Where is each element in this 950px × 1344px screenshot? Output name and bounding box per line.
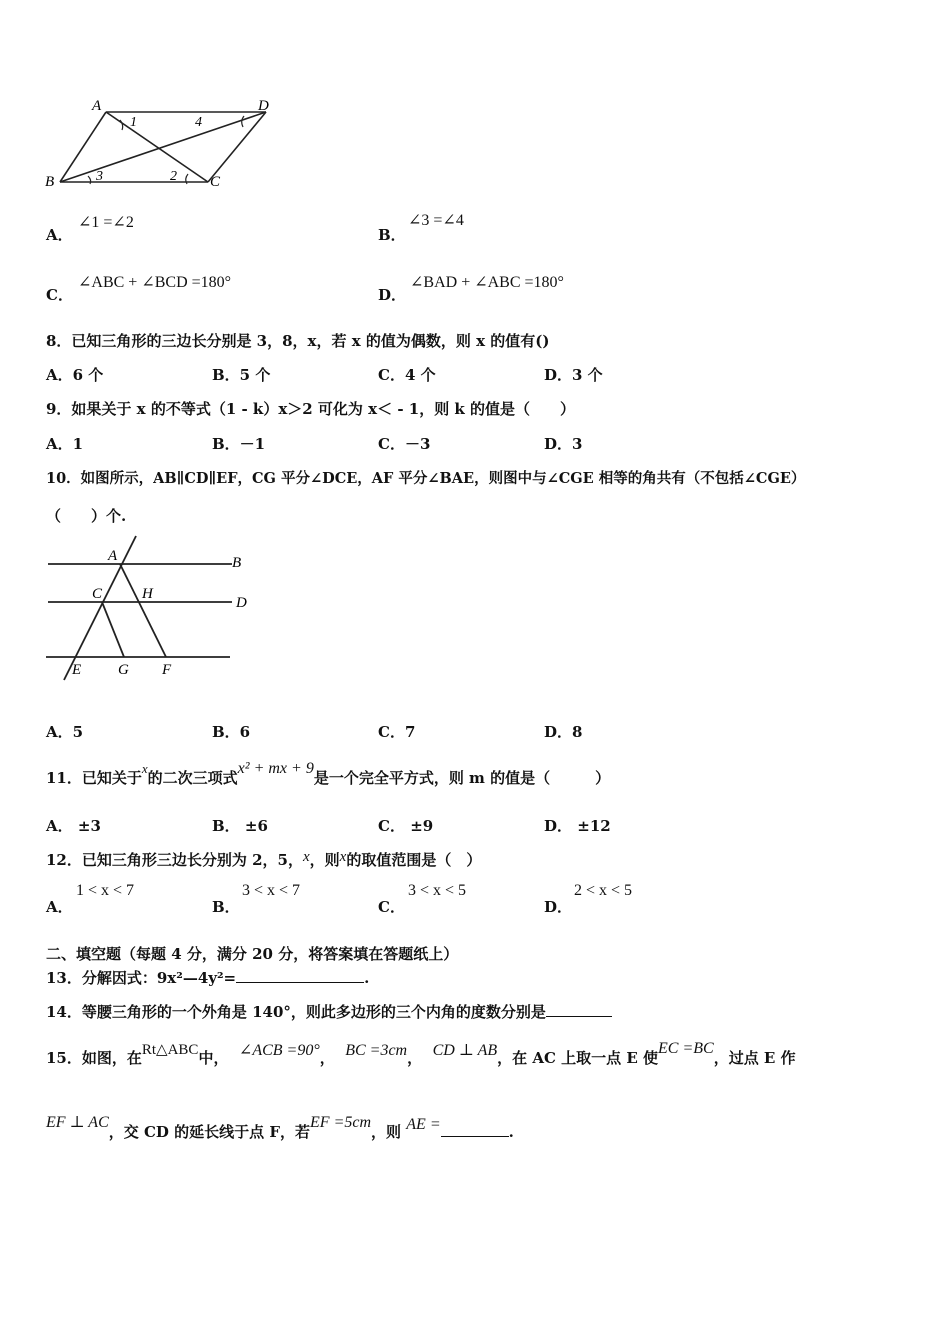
q9-option-c: C．－3 xyxy=(378,435,431,453)
q15-t1: 中， xyxy=(198,1049,229,1067)
q15-ef-perp-ac: EF ⊥ AC xyxy=(46,1114,109,1131)
q11-var-x: x xyxy=(141,761,148,776)
label-angle-4: 4 xyxy=(195,115,202,130)
q11-polynomial: x² + mx + 9 xyxy=(237,760,314,777)
q15-ef-length: EF =5cm xyxy=(310,1114,372,1131)
q11-suffix: 是一个完全平方式，则 m 的值是（ ） xyxy=(313,769,611,787)
q15-ec-eq-bc: EC =BC xyxy=(658,1040,714,1057)
q10-stem-line2: （ ）个. xyxy=(46,507,127,525)
q13-prefix: 13．分解因式：9x²—4y²= xyxy=(46,969,237,987)
q15-t6: ，交 CD 的延长线于点 F，若 xyxy=(108,1123,311,1141)
q10-option-c: C．7 xyxy=(378,723,416,741)
q11-option-c xyxy=(378,815,433,836)
label-angle-2: 2 xyxy=(170,169,177,184)
q9-option-d: D．3 xyxy=(544,435,583,453)
q13-stem xyxy=(46,967,369,988)
q12-mid: ，则 xyxy=(309,851,340,869)
label-c: C xyxy=(92,586,103,602)
q12-var-x2: x xyxy=(339,849,347,865)
q8-option-d: D．3 个 xyxy=(544,366,603,384)
q13-answer-blank[interactable] xyxy=(236,968,364,983)
q12-option-b-math: 3 < x < 7 xyxy=(242,882,301,899)
parallelogram-figure xyxy=(40,94,280,194)
option-letter: C． xyxy=(46,286,73,304)
label-a: A xyxy=(92,98,102,114)
q7-option-a-math: ∠1 =∠2 xyxy=(78,214,134,231)
q13-suffix: . xyxy=(364,969,370,987)
q8-option-c: C．4 个 xyxy=(378,366,436,384)
option-letter: A． xyxy=(46,817,73,835)
q10-option-d: D．8 xyxy=(544,723,583,741)
q7-option-a xyxy=(46,224,73,245)
label-e: E xyxy=(72,662,82,678)
q12-option-c: C． xyxy=(378,898,405,916)
q15-t4: ，在 AC 上取一点 E 使 xyxy=(497,1049,659,1067)
q12-option-d-math: 2 < x < 5 xyxy=(574,882,633,899)
q15-t7: ，则 xyxy=(371,1123,402,1141)
q12-suffix: 的取值范围是（ ） xyxy=(346,851,482,869)
q11-option-a xyxy=(46,815,101,836)
q12-option-c-math: 3 < x < 5 xyxy=(408,882,467,899)
q12-option-a: A． xyxy=(46,898,73,916)
q12-option-d: D． xyxy=(544,898,573,916)
q15-line1 xyxy=(46,1040,796,1068)
q7-option-b-math: ∠3 =∠4 xyxy=(408,212,464,229)
q7-option-d xyxy=(378,284,406,305)
q15-bc-length: BC =3cm xyxy=(345,1042,408,1059)
option-value: ±9 xyxy=(410,817,434,835)
q15-t5: ，过点 E 作 xyxy=(713,1049,796,1067)
q15-answer-blank[interactable] xyxy=(441,1122,509,1137)
q12-prefix: 12．已知三角形三边长分别为 2，5， xyxy=(46,851,303,869)
q11-option-b xyxy=(212,815,268,836)
parallel-lines-figure xyxy=(40,532,270,692)
q8-stem: 8．已知三角形的三边长分别是 3，8，x，若 x 的值为偶数，则 x 的值有() xyxy=(46,332,550,350)
q10-option-a: A．5 xyxy=(46,723,84,741)
section2-heading: 二、填空题（每题 4 分，满分 20 分，将答案填在答题纸上） xyxy=(46,945,459,963)
q12-var-x: x xyxy=(302,849,310,865)
q14-answer-blank[interactable] xyxy=(546,1002,612,1017)
option-letter: D． xyxy=(378,286,407,304)
label-f: F xyxy=(162,662,172,678)
q8-option-a: A．6 个 xyxy=(46,366,104,384)
q12-option-b: B． xyxy=(212,898,240,916)
option-letter: B． xyxy=(212,817,240,835)
option-letter: B． xyxy=(378,226,406,244)
q15-rt-abc: Rt△ABC xyxy=(141,1042,199,1058)
q12-option-a-math: 1 < x < 7 xyxy=(76,882,135,899)
label-b: B xyxy=(232,555,242,571)
q15-end: . xyxy=(508,1123,514,1141)
q7-option-c-math: ∠ABC + ∠BCD =180° xyxy=(78,274,232,291)
label-angle-1: 1 xyxy=(130,115,137,130)
label-d: D xyxy=(236,595,247,611)
option-value: ±6 xyxy=(244,817,268,835)
label-a: A xyxy=(108,548,118,564)
q11-option-d xyxy=(544,815,611,836)
option-letter: D． xyxy=(544,817,573,835)
q11-stem xyxy=(46,760,611,788)
label-b: B xyxy=(45,174,55,190)
q11-prefix: 11．已知关于 xyxy=(46,769,142,787)
q15-ae-eq: AE = xyxy=(406,1116,441,1133)
label-h: H xyxy=(142,586,153,602)
label-angle-3: 3 xyxy=(96,169,103,184)
q7-option-c xyxy=(46,284,73,305)
diagonal-bd xyxy=(60,112,266,182)
option-value: ±3 xyxy=(77,817,101,835)
q15-prefix: 15．如图，在 xyxy=(46,1049,142,1067)
q8-option-b: B．5 个 xyxy=(212,366,271,384)
line-af xyxy=(120,564,166,657)
label-d: D xyxy=(258,98,269,114)
q10-option-b: B．6 xyxy=(212,723,251,741)
q15-angle-acb: ∠ACB =90° xyxy=(238,1042,320,1059)
q9-option-a: A．1 xyxy=(46,435,84,453)
q7-option-d-math: ∠BAD + ∠ABC =180° xyxy=(410,274,564,291)
label-g: G xyxy=(118,662,129,678)
option-value: ±12 xyxy=(577,817,611,835)
q14-stem xyxy=(46,1001,612,1022)
q7-option-b xyxy=(378,224,406,245)
q15-t3: ， xyxy=(407,1049,423,1067)
option-letter: A． xyxy=(46,226,73,244)
q15-t2: ， xyxy=(319,1049,335,1067)
label-c: C xyxy=(210,174,221,190)
q14-text: 14．等腰三角形的一个外角是 140°，则此多边形的三个内角的度数分别是 xyxy=(46,1003,546,1021)
line-ae xyxy=(64,536,136,680)
q9-stem: 9．如果关于 x 的不等式（1 - k）x＞2 可化为 x＜ - 1，则 k 的值是（ ） xyxy=(46,400,576,418)
q10-stem-line1: 10．如图所示，AB∥CD∥EF，CG 平分∠DCE，AF 平分∠BAE，则图中与∠CGE 相等的角共有（不包括∠CGE） xyxy=(46,470,806,487)
line-cg xyxy=(102,602,124,657)
option-letter: C． xyxy=(378,817,405,835)
q12-stem xyxy=(46,849,481,870)
q9-option-b: B．－1 xyxy=(212,435,266,453)
q11-mid: 的二次三项式 xyxy=(147,769,238,787)
q15-line2 xyxy=(46,1114,514,1142)
q15-cd-perp-ab: CD ⊥ AB xyxy=(432,1042,498,1059)
